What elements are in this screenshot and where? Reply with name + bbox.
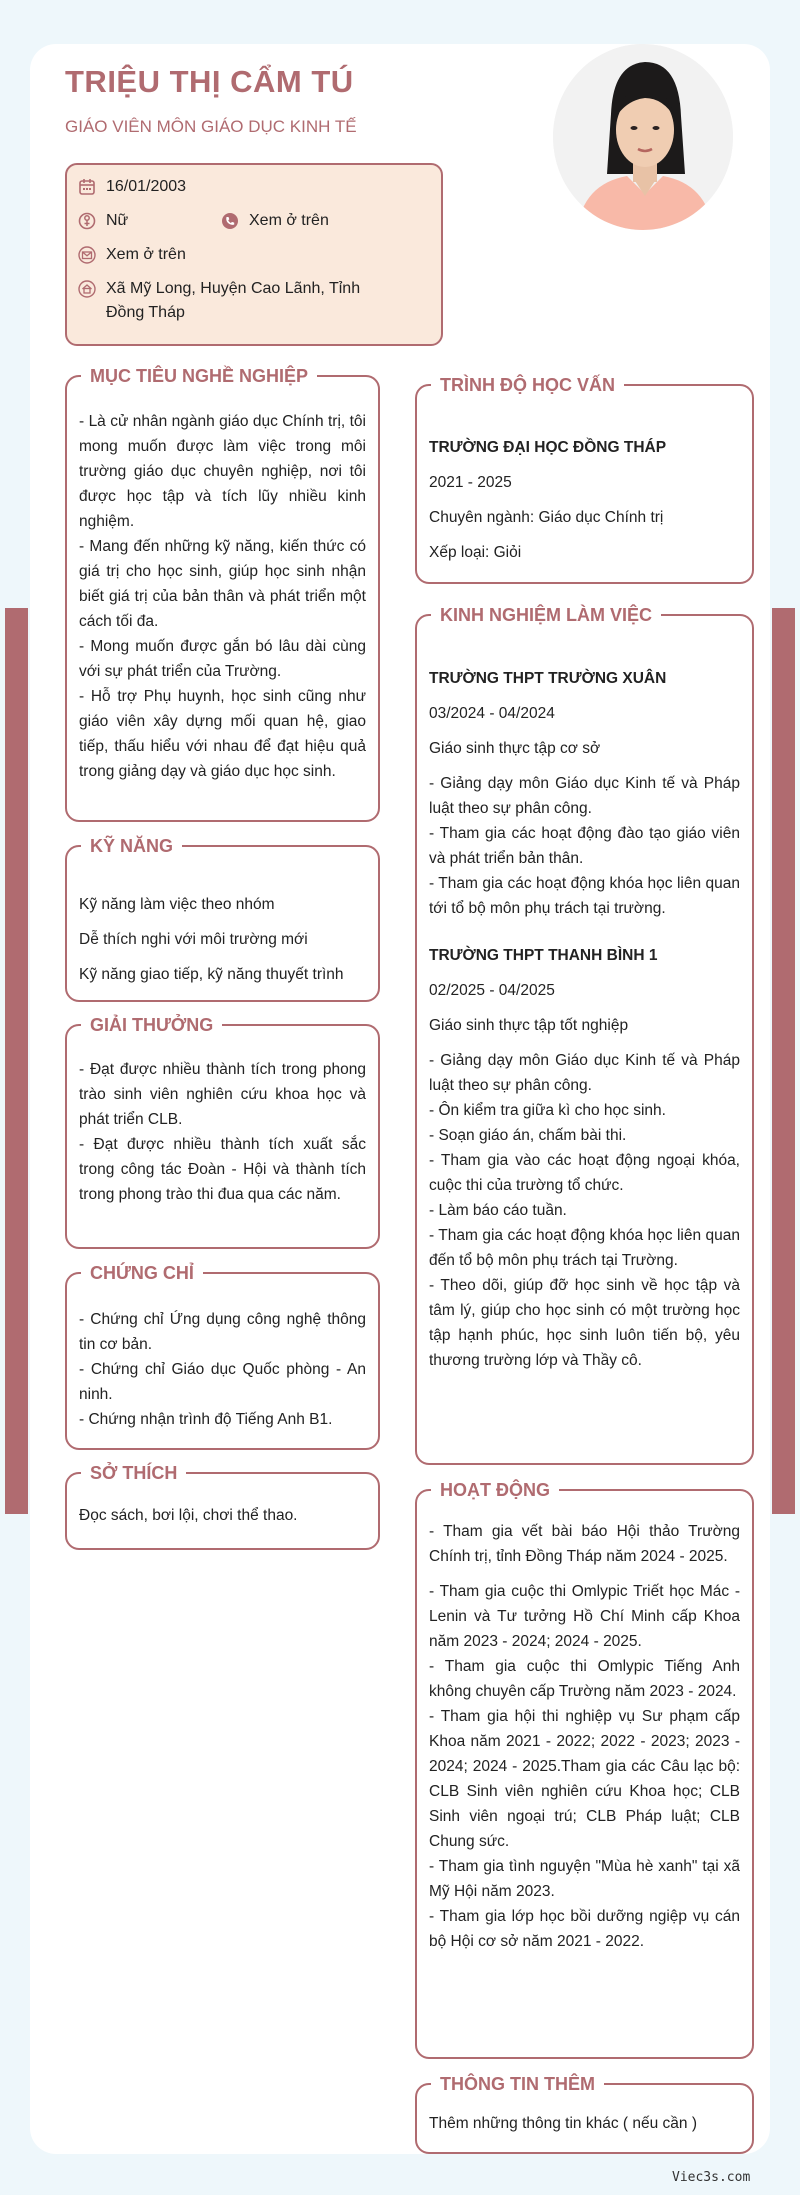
certificates-text: - Chứng chỉ Ứng dụng công nghệ thông tin cơ bản. - Chứng chỉ Giáo dục Quốc phòng - An ninh. - Chứng nhận trình độ Tiếng Anh B1. xyxy=(79,1311,366,1428)
job-position: Giáo sinh thực tập tốt nghiệp xyxy=(429,1017,629,1034)
job-position: Giáo sinh thực tập cơ sở xyxy=(429,740,601,757)
education-body xyxy=(429,435,740,565)
phone-icon xyxy=(221,212,239,230)
experience-section xyxy=(415,605,754,1465)
additional-info-section xyxy=(415,2074,754,2154)
activity-item: - Tham gia vết bài báo Hội thảo Trường Chính trị, tỉnh Đồng Tháp năm 2024 - 2025. xyxy=(429,1523,740,1565)
additional-info-text: Thêm những thông tin khác ( nếu cần ) xyxy=(429,2115,698,2132)
additional-info-title: THÔNG TIN THÊM xyxy=(431,2071,604,2097)
hobbies-title: SỞ THÍCH xyxy=(81,1460,186,1486)
education-rank: Xếp loại: Giỏi xyxy=(429,544,522,561)
certificates-title: CHỨNG CHỈ xyxy=(81,1260,203,1286)
home-icon xyxy=(78,280,96,298)
awards-section xyxy=(65,1015,380,1249)
candidate-name: TRIỆU THỊ CẨM TÚ xyxy=(65,64,354,99)
profile-photo xyxy=(553,44,733,230)
company-name: TRƯỜNG THPT THANH BÌNH 1 xyxy=(429,947,658,964)
experience-entry xyxy=(429,666,740,921)
job-period: 03/2024 - 04/2024 xyxy=(429,705,555,722)
gender-row xyxy=(78,209,128,233)
education-title: TRÌNH ĐỘ HỌC VẤN xyxy=(431,372,624,398)
education-period: 2021 - 2025 xyxy=(429,474,512,491)
awards-text: - Đạt được nhiều thành tích trong phong trào sinh viên nghiên cứu khoa học và phát triển CLB. - Đạt được nhiều thành tích xuất sắc trong công tác Đoàn - Hội và thành tích trong phong trào thi đua qua các năm. xyxy=(79,1061,366,1203)
phone-row xyxy=(221,209,329,233)
education-major: Chuyên ngành: Giáo dục Chính trị xyxy=(429,509,664,526)
gender-icon xyxy=(78,212,96,230)
skill-item: Dễ thích nghi với môi trường mới xyxy=(79,931,308,948)
skills-title: KỸ NĂNG xyxy=(81,833,182,859)
career-objective-title: MỤC TIÊU NGHỀ NGHIỆP xyxy=(81,363,317,389)
left-accent-bar xyxy=(5,608,28,1514)
activities-section xyxy=(415,1480,754,2059)
additional-info-body xyxy=(429,2111,740,2136)
right-accent-bar xyxy=(772,608,795,1514)
job-period: 02/2025 - 04/2025 xyxy=(429,982,555,999)
hobbies-text: Đọc sách, bơi lội, chơi thể thao. xyxy=(79,1507,298,1524)
address-value: Xã Mỹ Long, Huyện Cao Lãnh, Tỉnh Đồng Tháp xyxy=(106,280,361,321)
email-row xyxy=(78,243,186,267)
company-name: TRƯỜNG THPT TRƯỜNG XUÂN xyxy=(429,670,667,687)
birthday-row xyxy=(78,175,186,199)
skill-item: Kỹ năng làm việc theo nhóm xyxy=(79,896,275,913)
awards-body xyxy=(79,1057,366,1207)
job-details: - Giảng dạy môn Giáo dục Kinh tế và Pháp luật theo sự phân công. - Ôn kiểm tra giữa kì cho học sinh. - Soạn giáo án, chấm bài thi. - Tham gia vào các hoạt động ngoại khóa, cuộc thi của trường tổ chức. - Làm báo cáo tuần. - Tham gia các hoạt động khóa học liên quan đến tổ bộ môn phụ trách tại Trường. - Theo dõi, giúp đỡ học sinh về học tập và tâm lý, giúp cho học sinh có một trường học tập hạnh phúc, học sinh luôn tiến bộ, yêu thương trường lớp và Thầy cô. xyxy=(429,1052,740,1369)
job-title: GIÁO VIÊN MÔN GIÁO DỤC KINH TẾ xyxy=(65,117,357,136)
experience-title: KINH NGHIỆM LÀM VIỆC xyxy=(431,602,661,628)
phone-value: Xem ở trên xyxy=(249,212,329,229)
hobbies-section xyxy=(65,1463,380,1550)
career-objective-text: - Là cử nhân ngành giáo dục Chính trị, tôi mong muốn được làm việc trong môi trường giáo dục chuyên nghiệp, nơi tôi được học tập và tích lũy nhiều kinh nghiệm. - Mang đến những kỹ năng, kiến thức có giá trị cho học sinh, giúp học sinh nhận biết giá trị của bản thân và phát triển một cách tối đa. - Mong muốn được gắn bó lâu dài cùng với sự phát triển của Trường. - Hỗ trợ Phụ huynh, học sinh cũng như giáo viên xây dựng mối quan hệ, giao tiếp, thấu hiểu với nhau để đạt hiệu quả trong giảng dạy và giáo dục học sinh. xyxy=(79,413,366,780)
activity-list: - Tham gia cuộc thi Omlypic Triết học Mác - Lenin và Tư tưởng Hồ Chí Minh cấp Khoa năm 2023 - 2024; 2024 - 2025. - Tham gia cuộc thi Omlypic Tiếng Anh không chuyên cấp Trường năm 2023 - 2024. - Tham gia hội thi nghiệp vụ Sư phạm cấp Khoa năm 2021 - 2022; 2022 - 2023; 2023 - 2024; 2024 - 2025.Tham gia các Câu lạc bộ: CLB Sinh viên nghiên cứu Khoa học; CLB Sinh viên ngoại trú; CLB Pháp luật; CLB Chung sức. - Tham gia tình nguyện "Mùa hè xanh" tại xã Mỹ Hội năm 2023. - Tham gia lớp học bồi dưỡng ngiệp vụ cán bộ Hội cơ sở năm 2021 - 2022. xyxy=(429,1583,740,1950)
watermark: Viec3s.com xyxy=(672,2170,751,2185)
activities-body xyxy=(429,1519,740,1954)
skill-item: Kỹ năng giao tiếp, kỹ năng thuyết trình xyxy=(79,966,344,983)
email-value: Xem ở trên xyxy=(106,246,186,263)
skills-section xyxy=(65,836,380,1002)
career-objective-body xyxy=(79,409,366,784)
experience-entry xyxy=(429,943,740,1373)
certificates-section xyxy=(65,1263,380,1450)
awards-title: GIẢI THƯỞNG xyxy=(81,1012,222,1038)
address-row xyxy=(78,277,398,325)
hobbies-body xyxy=(79,1503,366,1528)
education-section xyxy=(415,375,754,584)
skills-list xyxy=(79,892,366,987)
certificates-body xyxy=(79,1307,366,1432)
activities-title: HOẠT ĐỘNG xyxy=(431,1477,559,1503)
calendar-icon xyxy=(78,178,96,196)
job-details: - Giảng dạy môn Giáo dục Kinh tế và Pháp luật theo sự phân công. - Tham gia các hoạt động đào tạo giáo viên và phát triển bản thân. - Tham gia các hoạt động khóa học liên quan tới tổ bộ môn phụ trách tại trường. xyxy=(429,775,740,917)
birthday-value: 16/01/2003 xyxy=(106,178,187,195)
gender-value: Nữ xyxy=(106,212,129,229)
career-objective-section xyxy=(65,366,380,822)
mail-icon xyxy=(78,246,96,264)
experience-body xyxy=(429,666,740,1373)
school-name: TRƯỜNG ĐẠI HỌC ĐỒNG THÁP xyxy=(429,439,667,456)
contact-box xyxy=(65,163,443,346)
